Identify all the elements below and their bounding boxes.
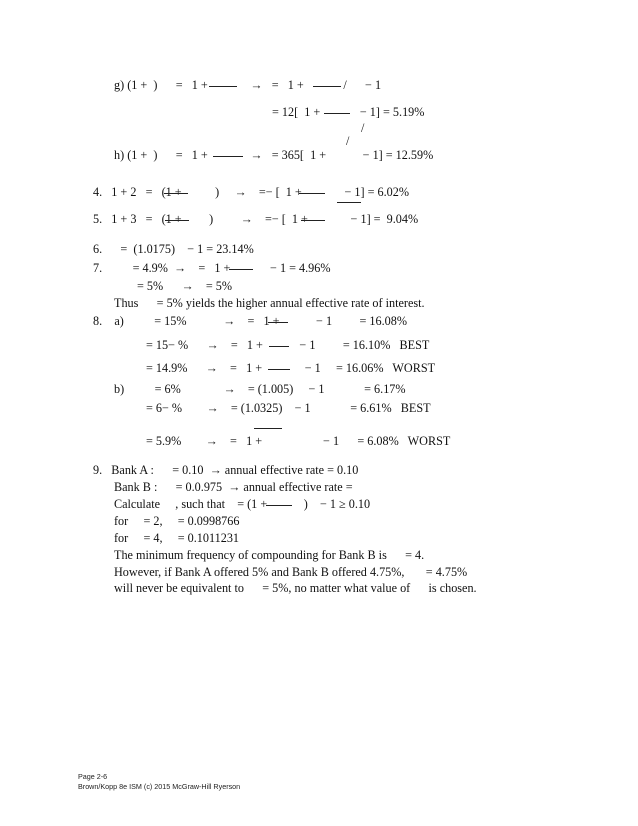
solution-g-line-2: = 12[ 1 + − 1] = 5.19% — [272, 105, 425, 119]
fraction-bar — [299, 193, 325, 194]
fraction-bar — [268, 369, 290, 370]
fraction-bar — [254, 428, 282, 429]
solution-9-line-2: Bank B : = 0.0.975 → annual effective rate = — [114, 480, 353, 494]
solution-8a-line-3: = 14.9% → = 1 + − 1 = 16.06% WORST — [146, 361, 436, 375]
solution-g-line-1: g) (1 + ) = 1 + → = 1 + / − 1 — [114, 78, 382, 92]
solution-9-line-3: Calculate , such that = (1 + ) − 1 ≥ 0.10 — [114, 497, 371, 511]
solution-7-line-1: 7. = 4.9% → = 1 + − 1 = 4.96% — [93, 261, 331, 275]
solution-9-line-1: 9. Bank A : = 0.10 → annual effective rate = 0.10 — [93, 463, 359, 477]
fraction-bar — [213, 156, 243, 157]
solution-8a-line-1: 8. a) = 15% → = 1 + − 1 = 16.08% — [93, 314, 407, 328]
solution-6-line: 6. = (1.0175) − 1 = 23.14% — [93, 242, 254, 256]
fraction-bar — [209, 86, 237, 87]
solution-7-line-2: = 5% → = 5% — [137, 279, 232, 293]
solution-7-line-3: Thus = 5% yields the higher annual effective rate of interest. — [114, 296, 425, 310]
fraction-bar — [268, 322, 288, 323]
solution-8b-line-1: b) = 6% → = (1.005) − 1 = 6.17% — [114, 382, 406, 396]
solution-8b-line-3: = 5.9% → = 1 + − 1 = 6.08% WORST — [146, 434, 451, 448]
fraction-bar — [324, 113, 350, 114]
footer-page-number: Page 2-6 — [78, 772, 108, 781]
footer-copyright: Brown/Kopp 8e ISM (c) 2015 McGraw-Hill Ryerson — [78, 782, 241, 791]
solution-9-line-8: will never be equivalent to = 5%, no matter what value of is chosen. — [114, 581, 477, 595]
fraction-bar — [313, 86, 341, 87]
solution-g-exponent-slash: / — [361, 121, 365, 135]
fraction-bar — [266, 505, 292, 506]
solution-8a-line-2: = 15− % → = 1 + − 1 = 16.10% BEST — [146, 338, 430, 352]
fraction-bar — [301, 220, 325, 221]
fraction-bar — [269, 346, 289, 347]
solution-h-line: h) (1 + ) = 1 + → = 365[ 1 + − 1] = 12.59% — [114, 148, 434, 162]
fraction-bar — [229, 269, 253, 270]
solution-5-line: 5. 1 + 3 = (1 + ) → =− [ 1 + − 1] = 9.04% — [93, 212, 419, 226]
solution-9-line-5: for = 4, = 0.1011231 — [114, 531, 240, 545]
solution-4-line: 4. 1 + 2 = (1 + ) → =− [ 1 + − 1] = 6.02% — [93, 185, 409, 199]
fraction-bar — [165, 220, 189, 221]
solution-8b-line-2: = 6− % → = (1.0325) − 1 = 6.61% BEST — [146, 401, 431, 415]
solution-9-line-4: for = 2, = 0.0998766 — [114, 514, 240, 528]
fraction-bar — [164, 193, 188, 194]
solution-h-exponent-slash: / — [346, 134, 350, 148]
solution-9-line-6: The minimum frequency of compounding for Bank B is = 4. — [114, 548, 425, 562]
fraction-bar — [337, 202, 361, 203]
solution-9-line-7: However, if Bank A offered 5% and Bank B offered 4.75%, = 4.75% — [114, 565, 468, 579]
